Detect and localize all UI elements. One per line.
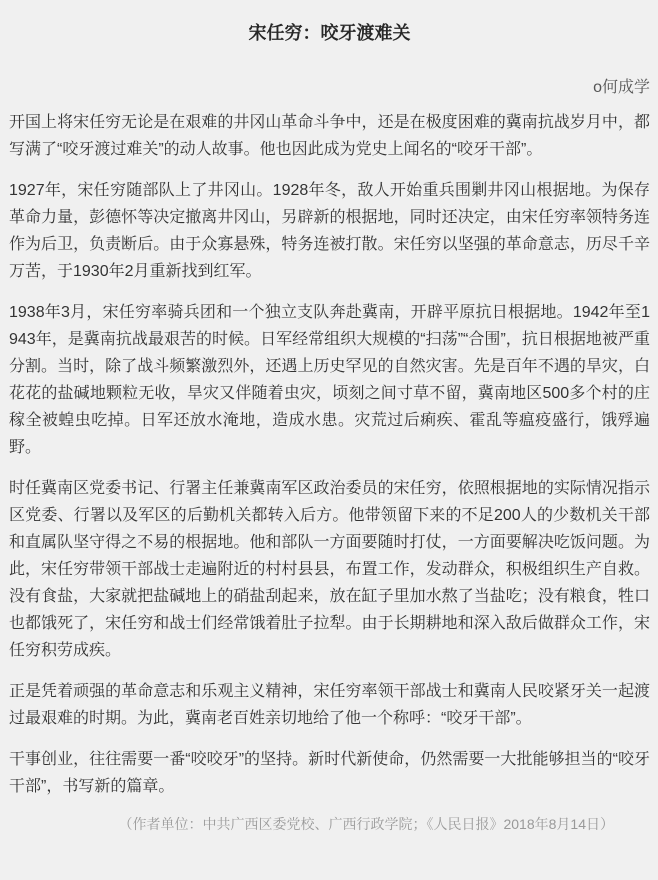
article-author: o何成学: [593, 79, 650, 96]
article-paragraph: 时任冀南区党委书记、行署主任兼冀南军区政治委员的宋任穷，依照根据地的实际情况指示区党委、行署以及军区的后勤机关都转入后方。他带领留下来的不足200人的少数机关干部和直属队坚守得之不易的根据地。他和部队一方面要随时打仗，一方面要解决吃饭问题。为此，宋任穷带领干部战士走遍附近的村村县县，布置工作，发动群众，积极组织生产自救。没有食盐，大家就把盐碱地上的硝盐刮起来，放在缸子里加水熬了当盐吃；没有粮食，牲口也都饿死了，宋任穷和战士们经常饿着肚子拉犁。由于长期耕地和深入敌后做群众工作，宋任穷积劳成疾。: [9, 480, 650, 659]
article-body: [9, 109, 650, 800]
article-paragraph: 1927年，宋任穷随部队上了井冈山。1928年冬，敌人开始重兵围剿井冈山根据地。为保存革命力量，彭德怀等决定撤离井冈山，另辟新的根据地，同时还决定，由宋任穷率领特务连作为后卫，负责断后。由于众寡悬殊，特务连被打散。宋任穷以坚强的革命意志，历尽千辛万苦，于1930年2月重新找到红军。: [9, 182, 650, 280]
article-paragraph: 1938年3月，宋任穷率骑兵团和一个独立支队奔赴冀南，开辟平原抗日根据地。1942年至1943年，是冀南抗战最艰苦的时候。日军经常组织大规模的“扫荡”“合围”，抗日根据地被严重分割。当时，除了战斗频繁激烈外，还遇上历史罕见的自然灾害。先是百年不遇的旱灾，白花花的盐碱地颗粒无收，旱灾又伴随着虫灾，顷刻之间寸草不留，冀南地区500多个村的庄稼全被蝗虫吃掉。日军还放水淹地，造成水患。灾荒过后痢疾、霍乱等瘟疫盛行，饿殍遍野。: [9, 304, 650, 456]
article-paragraph: 开国上将宋任穷无论是在艰难的井冈山革命斗争中，还是在极度困难的冀南抗战岁月中，都写满了“咬牙渡过难关”的动人故事。他也因此成为党史上闻名的“咬牙干部”。: [9, 114, 650, 158]
article-page: [0, 20, 658, 834]
article-footnote: （作者单位：中共广西区委党校、广西行政学院；《人民日报》2018年8月14日）: [118, 816, 614, 832]
article-paragraph: 干事创业，往往需要一番“咬咬牙”的坚持。新时代新使命，仍然需要一大批能够担当的“咬牙干部”，书写新的篇章。: [9, 751, 650, 795]
article-paragraph: 正是凭着顽强的革命意志和乐观主义精神，宋任穷率领干部战士和冀南人民咬紧牙关一起渡过最艰难的时期。为此，冀南老百姓亲切地给了他一个称呼：“咬牙干部”。: [9, 683, 650, 727]
article-title: 宋任穷：咬牙渡难关: [248, 23, 411, 43]
